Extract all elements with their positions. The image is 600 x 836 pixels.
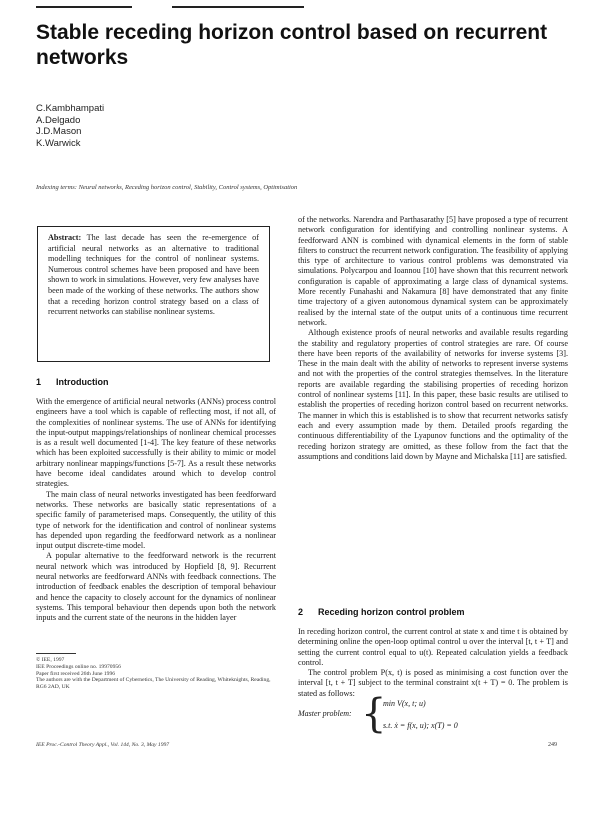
section-number: 2 [298, 607, 304, 617]
section-heading [36, 377, 109, 387]
top-rule-right [172, 6, 304, 8]
abstract-box [37, 226, 270, 362]
footnotes [36, 657, 276, 691]
footnote: Paper first received 26th June 1996 [36, 670, 116, 677]
author: K.Warwick [36, 137, 81, 149]
paper-title: Stable receding horizon control based on recurrent networks [36, 21, 548, 69]
brace-icon: { [361, 691, 387, 737]
page-number: 249 [548, 742, 557, 748]
paragraph: of the networks. Narendra and Parthasarathy [5] have proposed a type of recurrent network configuration for identifying and controlling nonlinear systems. A feedforward ANN is combined with dynamical elements in the form of stable filters to construct the recurrent network configuration. The feasibility of applying this type of architecture to various control problems was demonstrated via simulations. Polycarpou and Ioannou [10] have shown that this recurrent network configuration is capable of approximating a large class of dynamical systems. More recently Funahashi and Nakamura [8] have demonstrated that any finite time trajectory of a given autonomous dynamical system can be approximately realised by the internal state of the output units of a continuous time recurrent network. [298, 215, 568, 327]
section-title: Receding horizon control problem [318, 607, 465, 617]
paragraph: Although existence proofs of neural networks and available results regarding the stability and regulatory properties of control strategies are rare. Of course there have been reports of the availability of networks for inverse systems [3]. These in the main dealt with the ability of networks to represent inverse systems and not with the properties of the control strategies themselves. In the literature reports are available regarding the stabilising properties of receding horizon control of nonlinear systems [11]. In this paper, these basic results are utilised to establish the properties of receding horizon control based on recurrent networks. The manner in which this is established is to show that recurrent networks satisfy each and every assumption made by them. Detailed proofs regarding the continuous differentiability of the Lyapunov functions and the optimality of the receding horizon strategy are omitted, as these follow from the fact that the assumptions and conditions laid down by Mayne and Michalska [11] are satisfied. [298, 328, 568, 461]
right-column-top [298, 215, 568, 462]
journal-citation: IEE Proc.-Control Theory Appl., Vol. 144, No. 3, May 1997 [36, 742, 170, 748]
paragraph: A popular alternative to the feedforward network is the recurrent neural network which was introduced by Hopfield [8, 9]. Recurrent neural networks are feedforward ANNs with feedback connections. The introduction of feedback enables the description of temporal behaviour and hence the capacity to closely account for the dynamics of nonlinear systems. This temporal behaviour then depends upon both the network inputs and the current state of the neurons in the hidden layer [36, 551, 276, 623]
left-column [36, 397, 276, 624]
section-title: Introduction [56, 377, 109, 387]
abstract-text: The last decade has seen the re-emergence of artificial neural networks as an alternative to traditional modelling techniques for the control of nonlinear systems. Numerous control schemes have been proposed and have been shown to work in simulations. However, very few analyses have been made of the working of these networks. The authors show that a receding horizon control strategy based on a class of recurrent networks can stabilise nonlinear systems. [48, 233, 260, 317]
author-list [36, 103, 104, 149]
author: A.Delgado [36, 114, 81, 126]
indexing-terms: Indexing terms: Neural networks, Receding horizon control, Stability, Control systems, Optimisation [36, 184, 298, 191]
top-rule-left [36, 6, 132, 8]
section-heading [298, 607, 465, 617]
master-problem-equation [298, 691, 568, 739]
paragraph: The main class of neural networks investigated has been feedforward networks. These networks are basically static representations of a specific family of parameterised maps. Consequently, the utility of this type of network for the identification and control of nonlinear systems has depended upon regarding the feedforward network as a nonlinear input output discrete-time model. [36, 489, 276, 551]
abstract-label: Abstract: [48, 233, 82, 242]
footnote: The authors are with the Department of Cybernetics, The University of Reading, Whiteknights, Reading, RG6 2AD, UK [36, 677, 271, 691]
copyright: © IEE, 1997 [36, 657, 65, 663]
paragraph: The control problem P(x, t) is posed as minimising a cost function over the interval [t, t + T] subject to the terminal constraint x(t + T) = 0. The problem is stated as follows: [298, 668, 568, 698]
paragraph: In receding horizon control, the current control at state x and time t is obtained by determining online the open-loop optimal control u over the interval [t, t + T] and setting the current control equal to u(t). Repeated calculation yields a feedback control. [298, 627, 568, 667]
paragraph: With the emergence of artificial neural networks (ANNs) process control engineers have a tool which is capable of reflecting most, if not all, of the complexities of nonlinear systems. The use of ANNs for identifying the input-output mappings/relationships of nonlinear chemical processes is as a result well documented [1-4]. The key feature of these networks which has been exploited successfully is their ability to mimic or model arbitrary nonlinear mappings/functions [5-7]. As a result these networks have become ideal candidates around which to develop control strategies. [36, 397, 276, 489]
equation-label: Master problem: [298, 709, 352, 718]
author: C.Kambhampati [36, 103, 105, 114]
author: J.D.Mason [36, 126, 82, 137]
footnote: IEE Proceedings online no. 19970956 [36, 663, 121, 670]
equation-line: s.t. ẋ = f(x, u); x(T) = 0 [383, 721, 458, 730]
equation-line: min V(x, t; u) [383, 699, 426, 708]
footnote-rule [36, 653, 76, 654]
right-column-bottom [298, 627, 568, 699]
section-number: 1 [36, 377, 42, 387]
